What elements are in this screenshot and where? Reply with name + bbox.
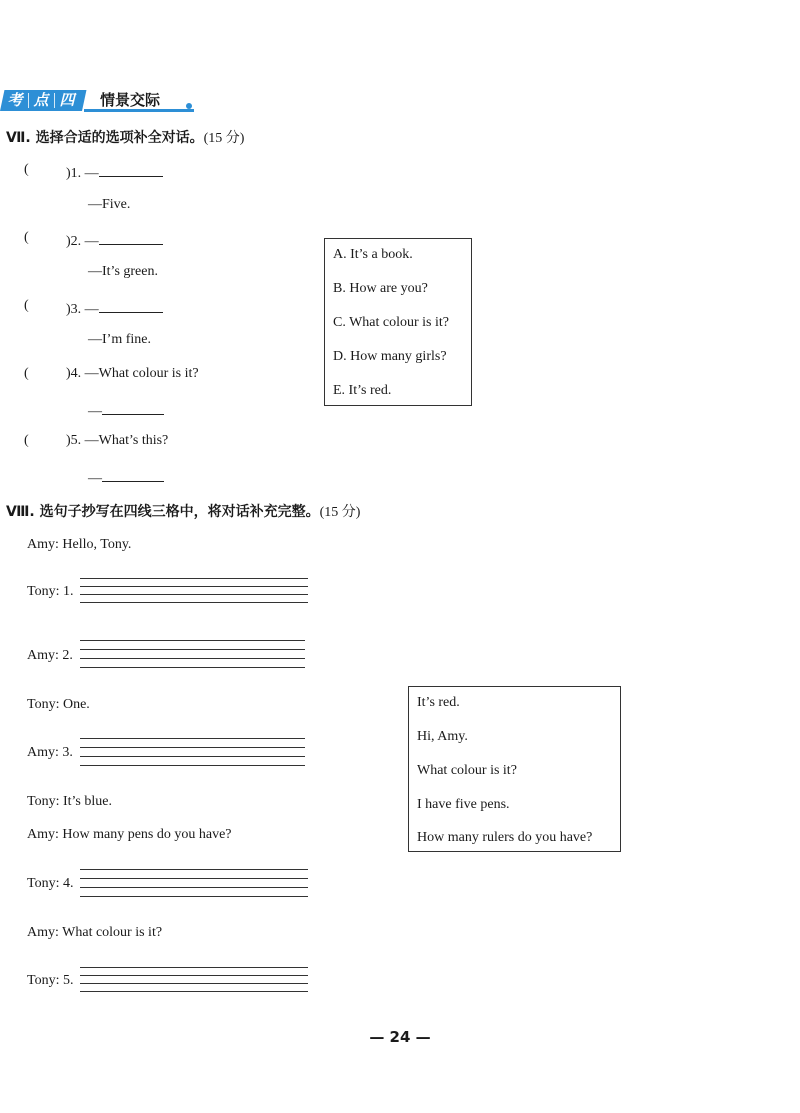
dialogue-line: Amy: How many pens do you have? [27,827,232,842]
dialogue-line: Tony: 4. [27,876,74,891]
four-line-grid[interactable] [80,578,308,606]
section-badge-underline [84,109,194,112]
dialogue-line: Amy: 3. [27,745,73,760]
sentence-option: It’s red. [417,695,460,710]
answer-blank[interactable] [102,467,164,482]
answer-paren-close: ) [66,302,71,317]
section-badge-divider [54,93,55,108]
reply-dash: — [88,471,102,486]
part8-sentence-box [408,686,621,852]
four-line-grid[interactable] [80,640,305,670]
part7-heading [6,127,244,147]
sentence-option: Hi, Amy. [417,729,468,744]
section-badge-char: 四 [59,91,75,109]
question-number: 4. [70,366,82,381]
answer-blank[interactable] [99,230,163,245]
answer-paren-close: ) [66,234,71,249]
dialogue-line: Amy: What colour is it? [27,925,163,940]
question-row [24,298,29,314]
part7-heading-text: Ⅶ. 选择合适的选项补全对话。 [6,130,204,146]
question-5 [66,433,168,449]
reply-2: —It’s green. [88,264,158,279]
section-badge-divider [28,93,29,108]
section-badge-char: 考 [7,91,23,109]
option-a: A. It’s a book. [333,247,413,262]
answer-blank[interactable] [99,298,163,313]
question-3 [66,298,163,318]
dialogue-line: Amy: 2. [27,648,73,663]
four-line-grid[interactable] [80,967,308,995]
answer-paren-open: ( [24,298,29,313]
part8-score: (15 分) [319,505,361,520]
question-row [24,162,29,178]
sentence-option: I have five pens. [417,797,510,812]
part7-options-box [324,238,472,406]
section-badge-dot-icon [186,103,192,109]
answer-paren-close: ) [66,166,71,181]
question-text: —What colour is it? [84,366,199,381]
option-c: C. What colour is it? [333,315,449,330]
answer-blank[interactable] [99,162,163,177]
answer-paren-close: ) [66,433,71,448]
question-1 [66,162,163,182]
dialogue-line: Tony: 5. [27,973,74,988]
dialogue-line: Tony: One. [27,697,90,712]
reply-dash: — [88,404,102,419]
question-text: —What’s this? [84,433,169,448]
question-number: 1. [70,166,82,181]
reply-4 [88,400,164,420]
answer-paren-open: ( [24,230,29,245]
dialogue-line: Amy: Hello, Tony. [27,537,132,552]
reply-3: —I’m fine. [88,332,151,347]
answer-blank[interactable] [102,400,164,415]
four-line-grid[interactable] [80,738,305,766]
question-2 [66,230,163,250]
answer-paren-open: ( [24,162,29,177]
part8-heading [6,501,360,521]
question-text: — [84,302,99,317]
question-number: 5. [70,433,82,448]
four-line-grid[interactable] [80,869,308,897]
option-d: D. How many girls? [333,349,447,364]
part7-score: (15 分) [203,131,245,146]
section-badge-char: 点 [33,91,49,109]
option-b: B. How are you? [333,281,428,296]
question-number: 3. [70,302,82,317]
question-text: — [84,234,99,249]
question-4 [66,366,199,382]
sentence-option: What colour is it? [417,763,517,778]
question-number: 2. [70,234,82,249]
question-row [24,230,29,246]
option-e: E. It’s red. [333,383,392,398]
sentence-option: How many rulers do you have? [417,830,593,845]
question-row [24,366,29,382]
answer-paren-open: ( [24,366,29,381]
answer-paren-close: ) [66,366,71,381]
reply-1: —Five. [88,197,131,212]
part8-heading-text: Ⅷ. 选句子抄写在四线三格中，将对话补充完整。 [6,504,320,520]
dialogue-line: Tony: 1. [27,584,74,599]
reply-5 [88,467,164,487]
question-row [24,433,29,449]
answer-paren-open: ( [24,433,29,448]
section-badge-title: 情景交际 [100,91,161,109]
page-number: — 24 — [369,1028,431,1046]
dialogue-line: Tony: It’s blue. [27,794,112,809]
question-text: — [84,166,99,181]
